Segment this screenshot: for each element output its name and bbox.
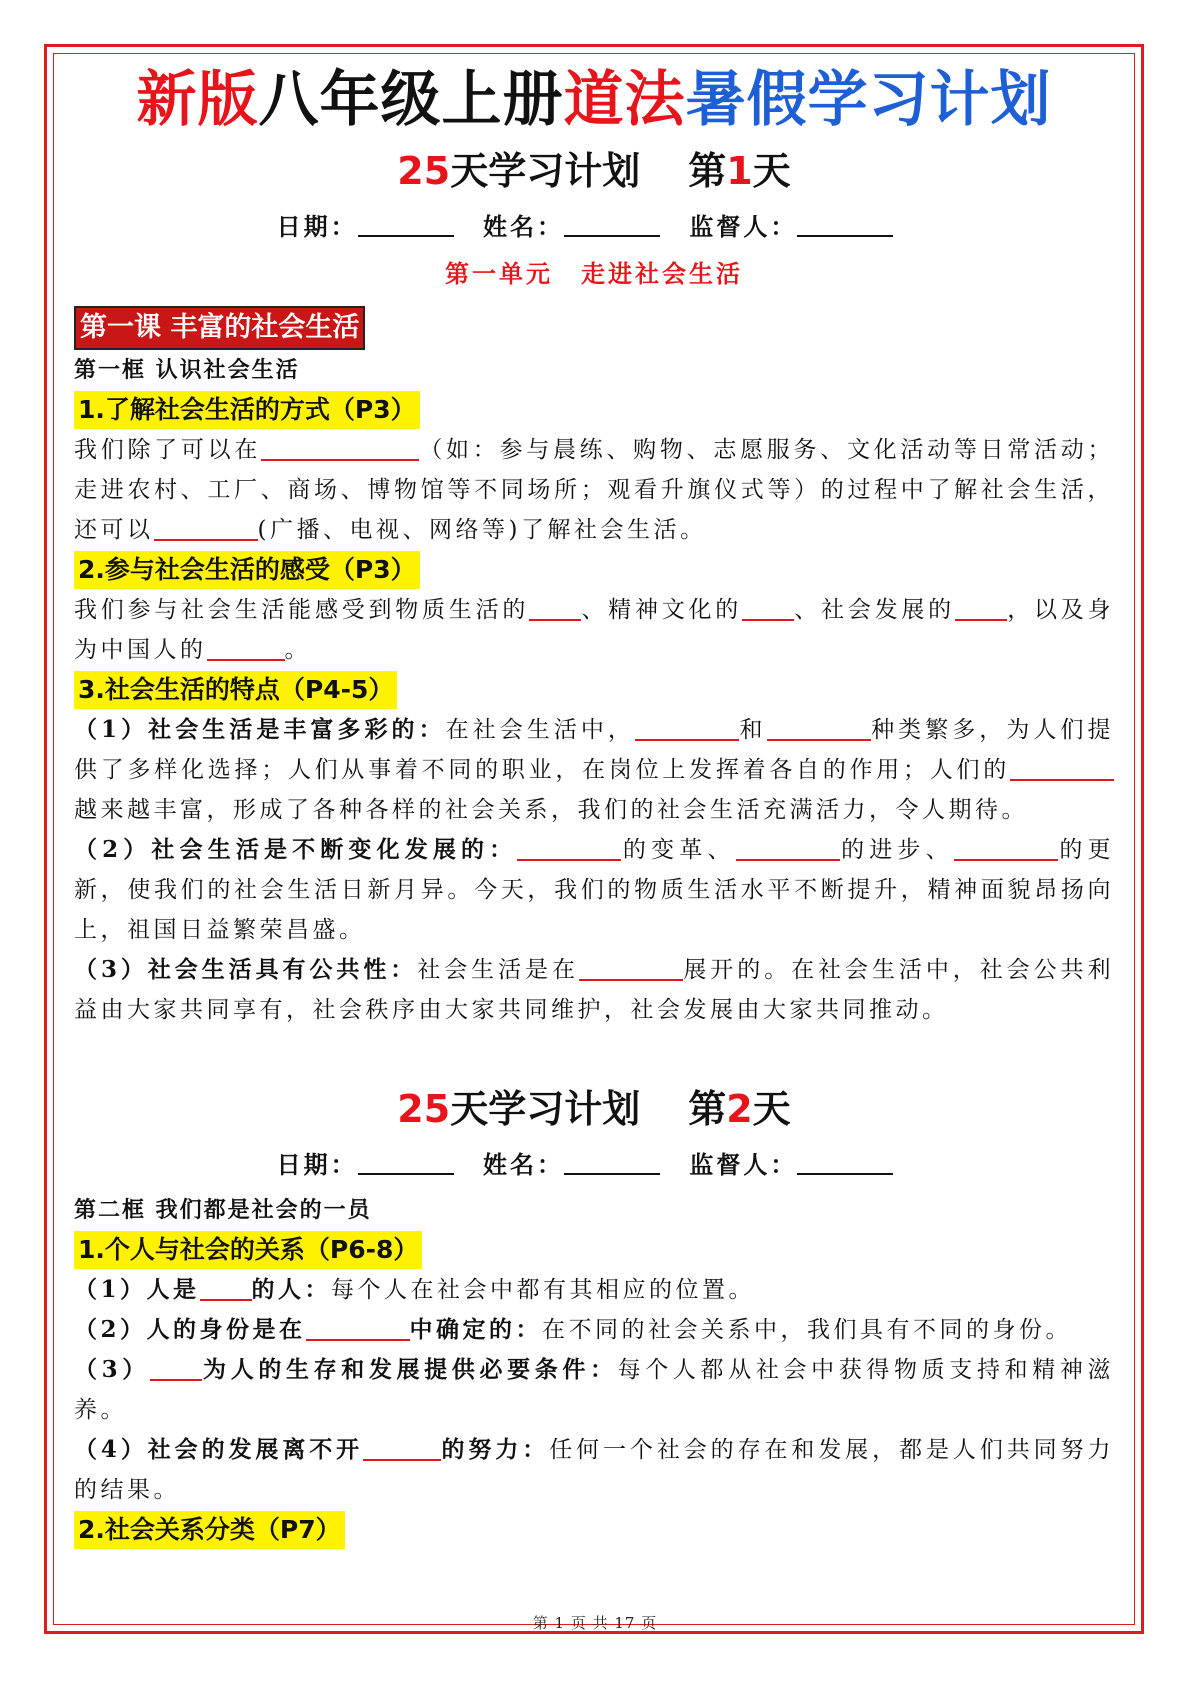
day1-name-label: 姓名： [483, 212, 564, 241]
day2-title [74, 1078, 1114, 1140]
fill-blank[interactable] [529, 595, 581, 621]
day2-day-post: 天 [752, 1087, 791, 1131]
fill-blank[interactable] [579, 955, 683, 981]
day2-day-number: 2 [726, 1087, 753, 1131]
fill-blank[interactable] [261, 435, 419, 461]
fill-blank[interactable] [1010, 755, 1114, 781]
text-segment: 社会生活是在 [417, 957, 579, 983]
day2-supervisor-field[interactable] [797, 1151, 893, 1175]
topic-paragraph [74, 1350, 1114, 1430]
text-segment: 我们参与社会生活能感受到物质生活的 [74, 597, 530, 623]
text-segment: 在不同的社会关系中，我们具有不同的身份。 [542, 1317, 1073, 1343]
day2-info-line [74, 1140, 1114, 1190]
day2-name-field[interactable] [564, 1151, 660, 1175]
point-label: （1）人是 [74, 1276, 200, 1303]
day1-info-line [74, 202, 1114, 252]
text-segment: 、社会发展的 [794, 597, 955, 623]
point-label: （4）社会的发展离不开 [74, 1436, 364, 1463]
fill-blank[interactable] [954, 835, 1058, 861]
day2-date-field[interactable] [358, 1151, 454, 1175]
page-content [74, 60, 1114, 1550]
unit-heading [74, 256, 1114, 292]
title-part-grade: 八年级上册 [258, 65, 564, 135]
topic-paragraph [74, 830, 1114, 950]
topic-heading: 3.社会生活的特点（P4-5） [74, 671, 397, 709]
fill-blank[interactable] [207, 635, 285, 661]
fill-blank[interactable] [767, 715, 871, 741]
day2-name-label: 姓名： [483, 1150, 564, 1179]
day1-supervisor-field[interactable] [797, 213, 893, 237]
day1-day-number: 1 [726, 149, 753, 193]
day2-supervisor-label: 监督人： [689, 1150, 798, 1179]
fill-blank[interactable] [363, 1435, 441, 1461]
point-label: 中确定的： [409, 1316, 543, 1343]
title-part-subject: 道法 [563, 65, 686, 135]
text-segment: 每个人在社会中都有其相应的位置。 [331, 1277, 756, 1303]
day2-section [74, 1078, 1114, 1550]
main-title [74, 60, 1114, 140]
topic-heading: 2.参与社会生活的感受（P3） [74, 551, 420, 589]
text-segment: （如：参与晨练、购物、志愿服务、文化活动等日常活动；走进农村、工厂、商场、博物馆等不同场所；观看升旗仪式等）的过程中了解社会生活，还可以 [74, 437, 1115, 543]
topic-paragraph [74, 1310, 1114, 1350]
text-segment: 越来越丰富，形成了各种各样的社会关系，我们的社会生活充满活力，令人期待。 [74, 797, 1028, 823]
unit-label: 第一单元 [445, 259, 553, 288]
text-segment: 的更新，使我们的社会生活日新月异。今天，我们的物质生活水平不断提升，精神面貌昂扬向上，祖国日益繁荣昌盛。 [74, 837, 1115, 943]
day1-day-post: 天 [752, 149, 791, 193]
text-segment: 、精神文化的 [581, 597, 743, 623]
fill-blank[interactable] [635, 715, 739, 741]
text-segment: 在社会生活中， [445, 717, 635, 743]
topic-heading: 2.社会关系分类（P7） [74, 1511, 345, 1549]
text-segment: 。 [284, 637, 311, 663]
fill-blank[interactable] [742, 595, 794, 621]
topic-paragraph [74, 710, 1114, 830]
fill-blank[interactable] [517, 835, 621, 861]
day1-date-field[interactable] [358, 213, 454, 237]
point-label: 为人的生存和发展提供必要条件： [201, 1356, 618, 1383]
text-segment: 的进步、 [839, 837, 954, 863]
title-part-plan: 暑假学习计划 [685, 65, 1052, 135]
day2-plan-label: 天学习计划 [450, 1087, 641, 1131]
day2-day-pre: 第 [688, 1087, 727, 1131]
topic-paragraph [74, 1270, 1114, 1310]
fill-blank[interactable] [200, 1275, 252, 1301]
point-label: （1）社会生活是丰富多彩的： [74, 716, 446, 743]
text-segment: ，以及身为中国人的 [74, 597, 1115, 663]
text-segment: 展开的。在社会生活中，社会公共利益由大家共同享有，社会秩序由大家共同维护，社会发展由大家共同推动。 [74, 957, 1115, 1023]
day2-total-days: 25 [397, 1087, 451, 1131]
point-label: （2）人的身份是在 [74, 1316, 306, 1343]
point-label: （3） [74, 1356, 150, 1383]
day1-day-pre: 第 [688, 149, 727, 193]
unit-name: 走进社会生活 [581, 259, 743, 288]
fill-blank[interactable] [154, 515, 258, 541]
day1-plan-label: 天学习计划 [450, 149, 641, 193]
topic-paragraph [74, 430, 1114, 550]
fill-blank[interactable] [955, 595, 1007, 621]
day1-supervisor-label: 监督人： [689, 212, 798, 241]
day1-total-days: 25 [397, 149, 451, 193]
text-segment: (广播、电视、网络等)了解社会生活。 [257, 517, 707, 543]
point-label: 的努力： [441, 1436, 550, 1463]
frame-title: 第二框 我们都是社会的一员 [74, 1197, 372, 1223]
lesson-title: 第一课 丰富的社会生活 [74, 306, 365, 350]
frame-title: 第一框 认识社会生活 [74, 357, 300, 383]
point-label: （2）社会生活是不断变化发展的： [74, 836, 518, 863]
fill-blank[interactable] [150, 1355, 202, 1381]
title-part-new-edition: 新版 [136, 65, 259, 135]
point-label: 的人： [251, 1276, 332, 1303]
text-segment: 每个人都从社会中获得物质支持和精神滋养。 [74, 1357, 1114, 1423]
fill-blank[interactable] [306, 1315, 410, 1341]
text-segment: 和 [738, 717, 767, 743]
page-footer: 第 1 页 共 17 页 [532, 1614, 658, 1632]
fill-blank[interactable] [736, 835, 840, 861]
day1-date-label: 日期： [276, 212, 358, 241]
day2-date-label: 日期： [276, 1150, 358, 1179]
topic-heading: 1.个人与社会的关系（P6-8） [74, 1231, 422, 1269]
text-segment: 我们除了可以在 [74, 437, 262, 463]
topic-heading: 1.了解社会生活的方式（P3） [74, 391, 420, 429]
day1-title [74, 140, 1114, 202]
topic-paragraph [74, 590, 1114, 670]
text-segment: 种类繁多，为人们提供了多样化选择；人们从事着不同的职业，在岗位上发挥着各自的作用；人们的 [74, 717, 1114, 783]
day1-name-field[interactable] [564, 213, 660, 237]
point-label: （3）社会生活具有公共性： [74, 956, 418, 983]
text-segment: 任何一个社会的存在和发展，都是人们共同努力的结果。 [74, 1437, 1115, 1503]
text-segment: 的变革、 [621, 837, 736, 863]
topic-paragraph [74, 1430, 1114, 1510]
topic-paragraph [74, 950, 1114, 1030]
